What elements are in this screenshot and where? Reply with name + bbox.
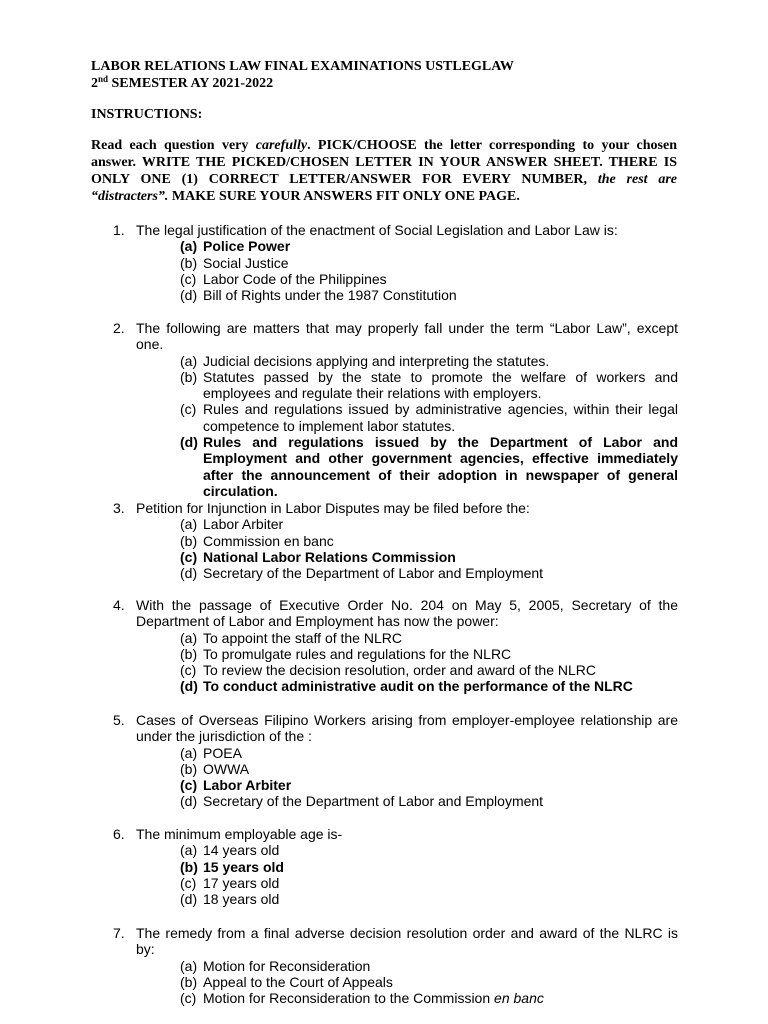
semester-line bbox=[91, 75, 273, 92]
question-5 bbox=[113, 712, 678, 810]
question-stem: The minimum employable age is- bbox=[136, 826, 343, 842]
option-text: To appoint the staff of the NLRC bbox=[203, 629, 402, 646]
option-label: (b) bbox=[180, 858, 198, 875]
option bbox=[113, 990, 678, 1006]
question-number: 2. bbox=[113, 320, 125, 336]
option bbox=[113, 287, 678, 303]
option-text: Police Power bbox=[203, 238, 291, 255]
option-correct bbox=[113, 678, 678, 694]
option-correct bbox=[113, 434, 678, 499]
option-list bbox=[113, 353, 678, 500]
option-label: (c) bbox=[180, 777, 198, 794]
question-number: 6. bbox=[113, 826, 125, 842]
question-number: 7. bbox=[113, 925, 125, 941]
option-text: POEA bbox=[203, 744, 242, 761]
option bbox=[113, 565, 678, 581]
option-text: Rules and regulations issued by the Department of Labor and Employment and other government agencies, effective immediately after the announcement of their adoption in newspaper of general circulation. bbox=[203, 434, 678, 499]
option-label: (b) bbox=[180, 254, 198, 271]
question-3 bbox=[113, 500, 678, 581]
question-stem: Petition for Injunction in Labor Disputes may be filed before the: bbox=[136, 500, 530, 516]
option-text: Statutes passed by the state to promote the welfare of workers and employees and regulate their relations with employers. bbox=[203, 368, 678, 402]
question-stem: The remedy from a final adverse decision resolution order and award of the NLRC is by: bbox=[136, 925, 678, 958]
question-stem: Cases of Overseas Filipino Workers arising from employer-employee relationship are under the jurisdiction of the : bbox=[136, 712, 678, 745]
option-label: (b) bbox=[180, 532, 198, 549]
option-label: (d) bbox=[180, 434, 198, 451]
semester-text: SEMESTER AY 2021-2022 bbox=[108, 76, 274, 91]
option-text: 17 years old bbox=[203, 874, 280, 891]
option-text: Appeal to the Court of Appeals bbox=[203, 973, 393, 990]
option-label: (c) bbox=[180, 401, 197, 418]
option bbox=[113, 401, 678, 434]
question-7 bbox=[113, 925, 678, 1006]
option bbox=[113, 745, 678, 761]
question-2 bbox=[113, 320, 678, 499]
option-label: (a) bbox=[180, 842, 198, 859]
option bbox=[113, 369, 678, 402]
option bbox=[113, 842, 678, 858]
option-label: (c) bbox=[180, 990, 197, 1007]
option-text: Secretary of the Department of Labor and Employment bbox=[203, 793, 544, 810]
exam-title-text: LABOR RELATIONS LAW FINAL EXAMINATIONS USTLEGLAW bbox=[91, 59, 514, 74]
option bbox=[113, 630, 678, 646]
option-label: (a) bbox=[180, 352, 198, 369]
option-label: (c) bbox=[180, 270, 197, 287]
option-label: (b) bbox=[180, 760, 198, 777]
question-6 bbox=[113, 826, 678, 907]
option-text: National Labor Relations Commission bbox=[203, 548, 456, 565]
option-label: (d) bbox=[180, 287, 198, 304]
option-text: To conduct administrative audit on the performance of the NLRC bbox=[203, 678, 633, 695]
option bbox=[113, 353, 678, 369]
option-text: Labor Arbiter bbox=[203, 777, 292, 794]
option-text: Labor Code of the Philippines bbox=[203, 270, 387, 287]
question-stem: The legal justification of the enactment of Social Legislation and Labor Law is: bbox=[136, 222, 618, 238]
option-text: 15 years old bbox=[203, 858, 284, 875]
instructions-emphasis-distracters: the rest are “distracters”. bbox=[91, 172, 677, 204]
option-text: Judicial decisions applying and interpreting the statutes. bbox=[203, 352, 550, 369]
option-label: (b) bbox=[180, 645, 198, 662]
option bbox=[113, 646, 678, 662]
option-correct bbox=[113, 549, 678, 565]
instructions-part-3: . PICK/CHOOSE the letter corresponding to your chosen answer. WRITE THE PICKED/CHOSEN LETTER IN YOUR ANSWER SHEET. THERE IS ONLY ONE (1) CORRECT LETTER/ANSWER FOR EVERY NUMBER, bbox=[91, 138, 678, 187]
option-text: Rules and regulations issued by administrative agencies, within their legal competence to implement labor statutes. bbox=[203, 401, 678, 434]
option-text: OWWA bbox=[203, 760, 250, 777]
option-label: (d) bbox=[180, 891, 198, 908]
option-list bbox=[113, 958, 678, 1007]
option-label: (c) bbox=[180, 548, 198, 565]
option bbox=[113, 761, 678, 777]
option-correct bbox=[113, 859, 678, 875]
question-1 bbox=[113, 222, 678, 303]
option-text-italic: en banc bbox=[494, 990, 544, 1007]
option-list bbox=[113, 745, 678, 810]
option-label: (c) bbox=[180, 662, 197, 679]
option-label: (a) bbox=[180, 629, 198, 646]
option-text: Motion for Reconsideration bbox=[203, 957, 371, 974]
option bbox=[113, 875, 678, 891]
question-4 bbox=[113, 597, 678, 695]
option-label: (d) bbox=[180, 678, 198, 695]
instructions-part-5: MAKE SURE YOUR ANSWERS FIT ONLY ONE PAGE. bbox=[168, 189, 520, 204]
option-label: (a) bbox=[180, 516, 198, 533]
instructions-heading: INSTRUCTIONS: bbox=[91, 107, 203, 122]
question-number: 1. bbox=[113, 222, 125, 238]
semester-ordinal-suffix: nd bbox=[98, 74, 109, 84]
option bbox=[113, 533, 678, 549]
question-number: 5. bbox=[113, 712, 125, 728]
option-label: (d) bbox=[180, 793, 198, 810]
option-text: Bill of Rights under the 1987 Constitution bbox=[203, 287, 457, 304]
question-number: 4. bbox=[113, 597, 125, 613]
option bbox=[113, 891, 678, 907]
option-text: Social Justice bbox=[203, 254, 289, 271]
option-label: (b) bbox=[180, 973, 198, 990]
option-label: (b) bbox=[180, 368, 198, 385]
exam-title bbox=[91, 58, 514, 75]
option-list bbox=[113, 842, 678, 907]
question-stem: With the passage of Executive Order No. 204 on May 5, 2005, Secretary of the Department of Labor and Employment has now the power: bbox=[136, 597, 678, 630]
option bbox=[113, 516, 678, 532]
option-text: Commission en banc bbox=[203, 532, 334, 549]
option-text: Secretary of the Department of Labor and Employment bbox=[203, 565, 544, 582]
option-text: To promulgate rules and regulations for the NLRC bbox=[203, 645, 512, 662]
instructions-text bbox=[91, 137, 677, 205]
option-label: (a) bbox=[180, 957, 198, 974]
option-label: (c) bbox=[180, 874, 197, 891]
option-text: To review the decision resolution, order and award of the NLRC bbox=[203, 662, 596, 679]
instructions-emphasis-carefully: carefully bbox=[255, 138, 308, 153]
option-label: (a) bbox=[180, 744, 198, 761]
option-text: 18 years old bbox=[203, 891, 280, 908]
option bbox=[113, 958, 678, 974]
option bbox=[113, 974, 678, 990]
option bbox=[113, 271, 678, 287]
option-correct bbox=[113, 238, 678, 254]
option-label: (a) bbox=[180, 238, 198, 255]
instructions-part-1: Read each question very bbox=[91, 138, 256, 153]
option-label: (d) bbox=[180, 565, 198, 582]
question-stem: The following are matters that may properly fall under the term “Labor Law”, except one. bbox=[136, 320, 678, 353]
option-list bbox=[113, 630, 678, 695]
option-list bbox=[113, 238, 678, 303]
option-text: 14 years old bbox=[203, 842, 280, 859]
option bbox=[113, 793, 678, 809]
option bbox=[113, 662, 678, 678]
question-number: 3. bbox=[113, 500, 125, 516]
option-text: Motion for Reconsideration to the Commission bbox=[203, 990, 495, 1007]
option bbox=[113, 255, 678, 271]
option-correct bbox=[113, 777, 678, 793]
option-list bbox=[113, 516, 678, 581]
option-text: Labor Arbiter bbox=[203, 516, 284, 533]
semester-ordinal: 2 bbox=[91, 76, 98, 91]
